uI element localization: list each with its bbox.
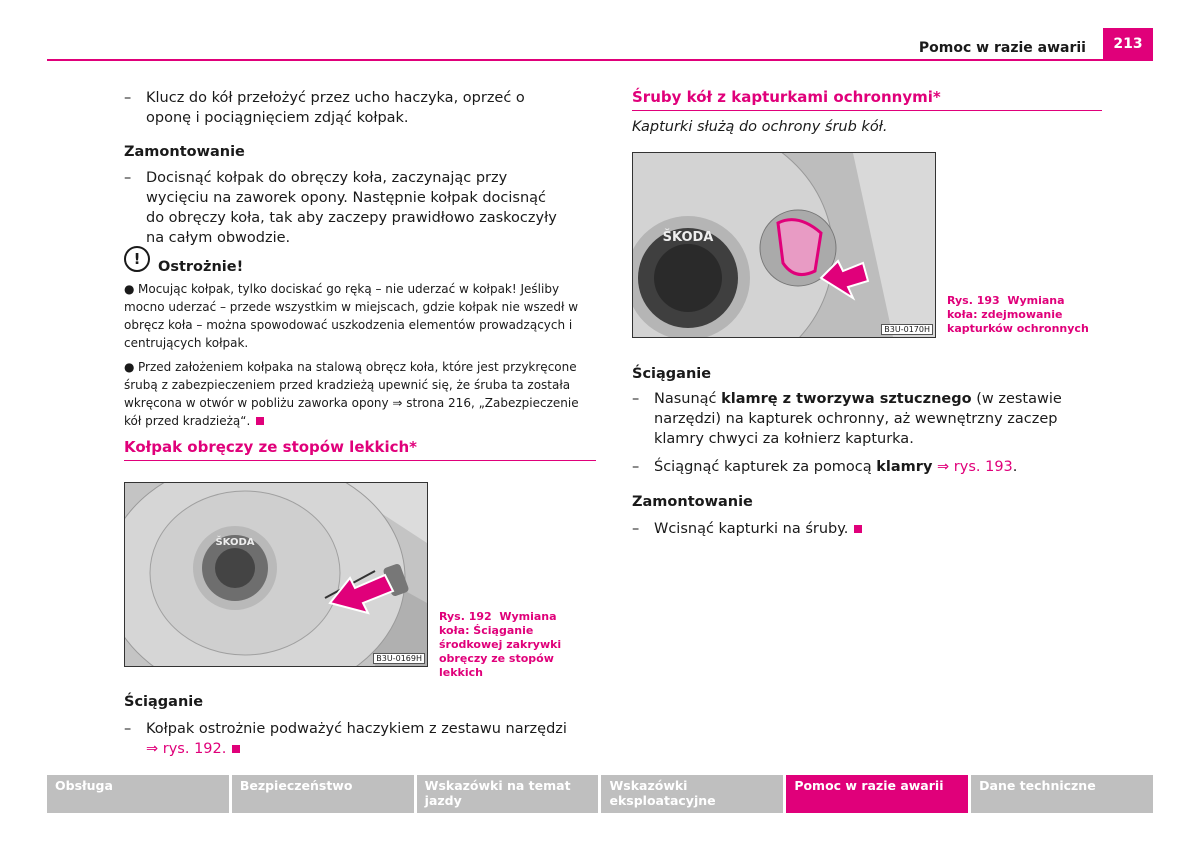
figure-193-image [632, 152, 936, 338]
section-title-alloy-hubcap: Kołpak obręczy ze stopów lekkich* [124, 438, 596, 461]
header-rule [47, 59, 1153, 61]
figure-192-link[interactable]: ⇒ rys. 192. [146, 741, 227, 757]
left-mount-step: – Docisnąć kołpak do obręczy koła, zaczynając przy wycięciu na zaworek opony. Następnie kołpak docisnąć do obręczy koła, tak aby zaczepy prawidłowo zaskoczyły na całym obwodzie. [124, 170, 557, 246]
end-mark [232, 745, 240, 753]
end-mark [854, 525, 862, 533]
tab-dane-techniczne[interactable]: Dane techniczne [971, 775, 1153, 813]
page-number: 213 [1103, 28, 1153, 60]
right-remove-heading: Ściąganie [632, 366, 712, 382]
figure-192-image [124, 482, 428, 667]
chapter-tabs [47, 775, 1153, 813]
tab-bezpieczenstwo[interactable]: Bezpieczeństwo [232, 775, 414, 813]
left-remove-step: – Kołpak ostrożnie podważyć haczykiem z zestawu narzędzi ⇒ rys. 192. [124, 721, 567, 757]
skoda-logo: ŠKODA [215, 537, 255, 548]
tab-obsluga[interactable]: Obsługa [47, 775, 229, 813]
tab-pomoc-awarii[interactable]: Pomoc w razie awarii [786, 775, 968, 813]
right-remove-step-1: – Nasunąć klamrę z tworzywa sztucznego (w zestawie narzędzi) na kapturek ochronny, aż wewnętrzny zaczep klamry chwyci za kołnierz kapturka. [632, 391, 1062, 447]
tab-wskazowki-jazdy[interactable]: Wskazówki na temat jazdy [417, 775, 599, 813]
right-mount-step: – Wcisnąć kapturki na śruby. [632, 519, 1102, 539]
figure-193-caption: Rys. 193 Wymiana koła: zdejmowanie kapturków ochronnych [947, 294, 1089, 335]
skoda-logo: ŠKODA [662, 230, 714, 245]
left-remove-heading: Ściąganie [124, 694, 204, 710]
warning-title: Ostrożnie! [158, 259, 244, 275]
right-mount-heading: Zamontowanie [632, 494, 753, 510]
bolt-caps-intro: Kapturki służą do ochrony śrub kół. [632, 119, 888, 135]
left-mount-heading: Zamontowanie [124, 144, 245, 160]
figure-code: B3U-0169H [373, 653, 425, 664]
running-header-title: Pomoc w razie awarii [918, 40, 1086, 56]
figure-192-caption: Rys. 192 Wymiana koła: Ściąganie środkowej zakrywki obręczy ze stopów lekkich [439, 610, 562, 679]
figure-193-link[interactable]: ⇒ rys. 193 [937, 459, 1013, 475]
section-title-bolt-caps: Śruby kół z kapturkami ochronnymi* [632, 88, 1102, 111]
warning-bullet: ● Przed założeniem kołpaka na stalową obręcz koła, które jest przykręcone śrubą z zabezpieczeniem przed kradzieżą upewnić się, że śruba ta została wkręcona w otwór w pobliżu zaworka opony ⇒ strona 216, „Zabezpieczenie kół przed kradzieżą“. [124, 360, 579, 428]
tab-wskazowki-eksploatacyjne[interactable]: Wskazówki eksploatacyjne [601, 775, 783, 813]
figure-code: B3U-0170H [881, 324, 933, 335]
exclamation-circle-icon: ! [124, 246, 150, 272]
left-intro-step: – Klucz do kół przełożyć przez ucho haczyka, oprzeć o oponę i pociągnięciem zdjąć kołpak. [124, 90, 525, 126]
warning-bullet: ● Mocując kołpak, tylko dociskać go ręką – nie uderzać w kołpak! Jeśliby mocno uderzać – przede wszystkim w miejscach, gdzie kołpak nie wszedł w obręcz koła – można spowodować uszkodzenia elementów prowadzących i centrujących kołpak. [124, 282, 579, 350]
right-remove-step-2: – Ściągnąć kapturek za pomocą klamry ⇒ rys. 193. [632, 459, 1018, 475]
warning-box [124, 246, 598, 430]
end-mark [256, 417, 264, 425]
